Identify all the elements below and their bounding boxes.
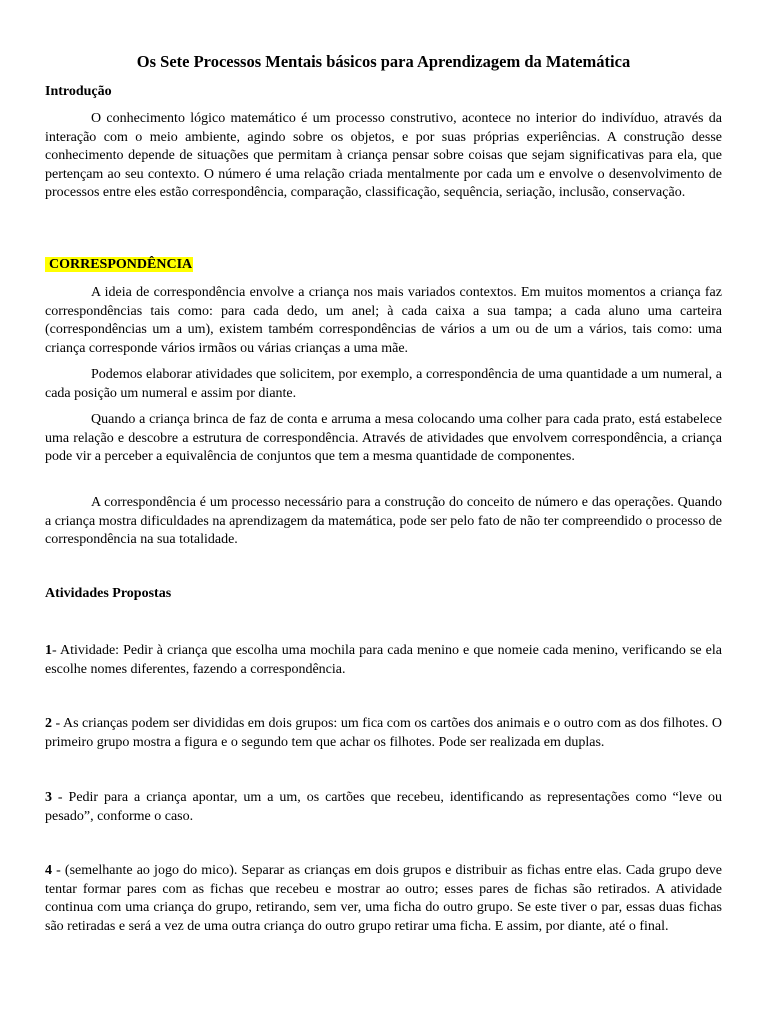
correspondencia-paragraph-2: Podemos elaborar atividades que solicitem, por exemplo, a correspondência de uma quantidade a um numeral, a cada posição um numeral e assim por diante. bbox=[45, 367, 722, 401]
atividade-number-2: 2 bbox=[45, 716, 52, 731]
intro-heading: Introdução bbox=[45, 84, 112, 99]
intro-paragraph: O conhecimento lógico matemático é um processo construtivo, acontece no interior do indivíduo, através da interação com o meio ambiente, agindo sobre os objetos, e por suas próprias experiências. A construção desse conhecimento depende de situações que permitam à criança pensar sobre coisas que sejam significativas para ela, que pertençam ao seu contexto. O número é uma relação criada mentalmente por cada um e envolve o desenvolvimento de processos entre eles estão correspondência, comparação, classificação, sequência, seriação, inclusão, conservação. bbox=[45, 111, 722, 200]
atividade-number-1: 1 bbox=[45, 643, 52, 658]
atividade-text-4: - (semelhante ao jogo do mico). Separar as crianças em dois grupos e distribuir as fichas entre elas. Cada grupo deve tentar formar pares com as fichas que recebeu e mostrar ao outro; esses pares de fichas são retirados. A atividade continua com uma criança do grupo, retirando, sem ver, uma ficha do outro grupo. Se este tiver o par, essas duas fichas são retiradas e será a vez de uma outra criança do outro grupo retirar uma ficha. E assim, por diante, até o final. bbox=[45, 863, 722, 934]
correspondencia-paragraph-4: A correspondência é um processo necessário para a construção do conceito de número e das operações. Quando a criança mostra dificuldades na aprendizagem da matemática, pode ser pelo fato de não ter compreendido o processo de correspondência na sua totalidade. bbox=[45, 495, 722, 547]
correspondencia-heading bbox=[45, 256, 193, 274]
atividade-number-3: 3 bbox=[45, 790, 52, 805]
correspondencia-heading-text: CORRESPONDÊNCIA bbox=[45, 257, 193, 272]
atividade-text-1: - Atividade: Pedir à criança que escolha uma mochila para cada menino e que nomeie cada menino, verificando se ela escolhe nomes diferentes, fazendo a correspondência. bbox=[45, 643, 722, 677]
atividade-item-4 bbox=[45, 862, 722, 936]
atividade-item-3 bbox=[45, 789, 722, 826]
atividade-number-4: 4 bbox=[45, 863, 52, 878]
atividade-text-3: - Pedir para a criança apontar, um a um, os cartões que recebeu, identificando as representações como “leve ou pesado”, conforme o caso. bbox=[45, 790, 722, 824]
atividades-heading: Atividades Propostas bbox=[45, 586, 172, 601]
atividade-item-1 bbox=[45, 642, 722, 679]
correspondencia-paragraph-3: Quando a criança brinca de faz de conta e arruma a mesa colocando uma colher para cada prato, está estabelece uma relação e descobre a estrutura de correspondência. Através de atividades que envolvem correspondência, a criança pode vir a perceber a equivalência de conjuntos que tem a mesma quantidade de componentes. bbox=[45, 412, 722, 464]
correspondencia-paragraph-1: A ideia de correspondência envolve a criança nos mais variados contextos. Em muitos momentos a criança faz correspondências tais como: para cada dedo, um anel; à cada caixa a sua tampa; a cada aluno uma carteira (correspondências um a um), existem também correspondências de vários a um ou de um a vários, tais como: uma criança corresponde vários irmãos ou várias crianças a uma mãe. bbox=[45, 285, 722, 356]
atividade-item-2 bbox=[45, 715, 722, 752]
atividade-text-2: - As crianças podem ser divididas em dois grupos: um fica com os cartões dos animais e o outro com as dos filhotes. O primeiro grupo mostra a figura e o segundo tem que achar os filhotes. Pode ser realizada em duplas. bbox=[45, 716, 722, 750]
document-title: Os Sete Processos Mentais básicos para Aprendizagem da Matemática bbox=[136, 52, 631, 71]
